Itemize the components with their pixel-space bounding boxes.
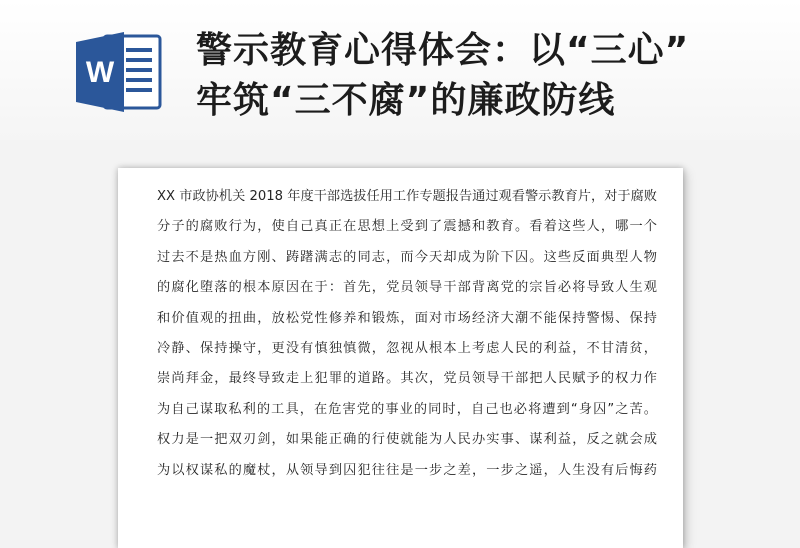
document-line: 权力是一把双刃剑，如果能正确的行使就能为人民办实事、谋利益，反之就会成 [157,432,657,448]
document-line: 和价值观的扭曲，放松党性修养和锻炼，面对市场经济大潮不能保持警惕、保持 [157,310,657,326]
word-icon [74,32,166,112]
page-title [196,26,786,126]
document-line: 的腐化堕落的根本原因在于：首先，党员领导干部背离党的宗旨必将导致人生观 [157,280,657,296]
title-line-2: 牢筑“三不腐”的廉政防线 [196,80,616,121]
document-line: 崇尚拜金，最终导致走上犯罪的道路。其次，党员领导干部把人民赋予的权力作 [157,371,657,387]
document-line: 分子的腐败行为，使自己真正在思想上受到了震撼和教育。看着这些人，哪一个 [157,219,657,235]
document-line: 为自己谋取私利的工具，在危害党的事业的同时，自己也必将遭到“身囚”之苦。 [157,401,657,417]
word-icon-letter: W [85,56,115,89]
document-line: 冷静、保持操守，更没有慎独慎微，忽视从根本上考虑人民的利益，不甘清贫， [157,340,657,356]
title-line-1: 警示教育心得体会：以“三心” [196,30,690,71]
document-line: 为以权谋私的魔杖，从领导到囚犯往往是一步之差，一步之遥，人生没有后悔药 [157,462,657,478]
document-line: 过去不是热血方刚、踌躇满志的同志，而今天却成为阶下囚。这些反面典型人物 [157,249,657,265]
header-banner [0,0,800,140]
document-body [157,182,657,486]
document-line: XX 市政协机关 2018 年度干部选拔任用工作专题报告通过观看警示教育片，对于腐败 [157,189,657,204]
